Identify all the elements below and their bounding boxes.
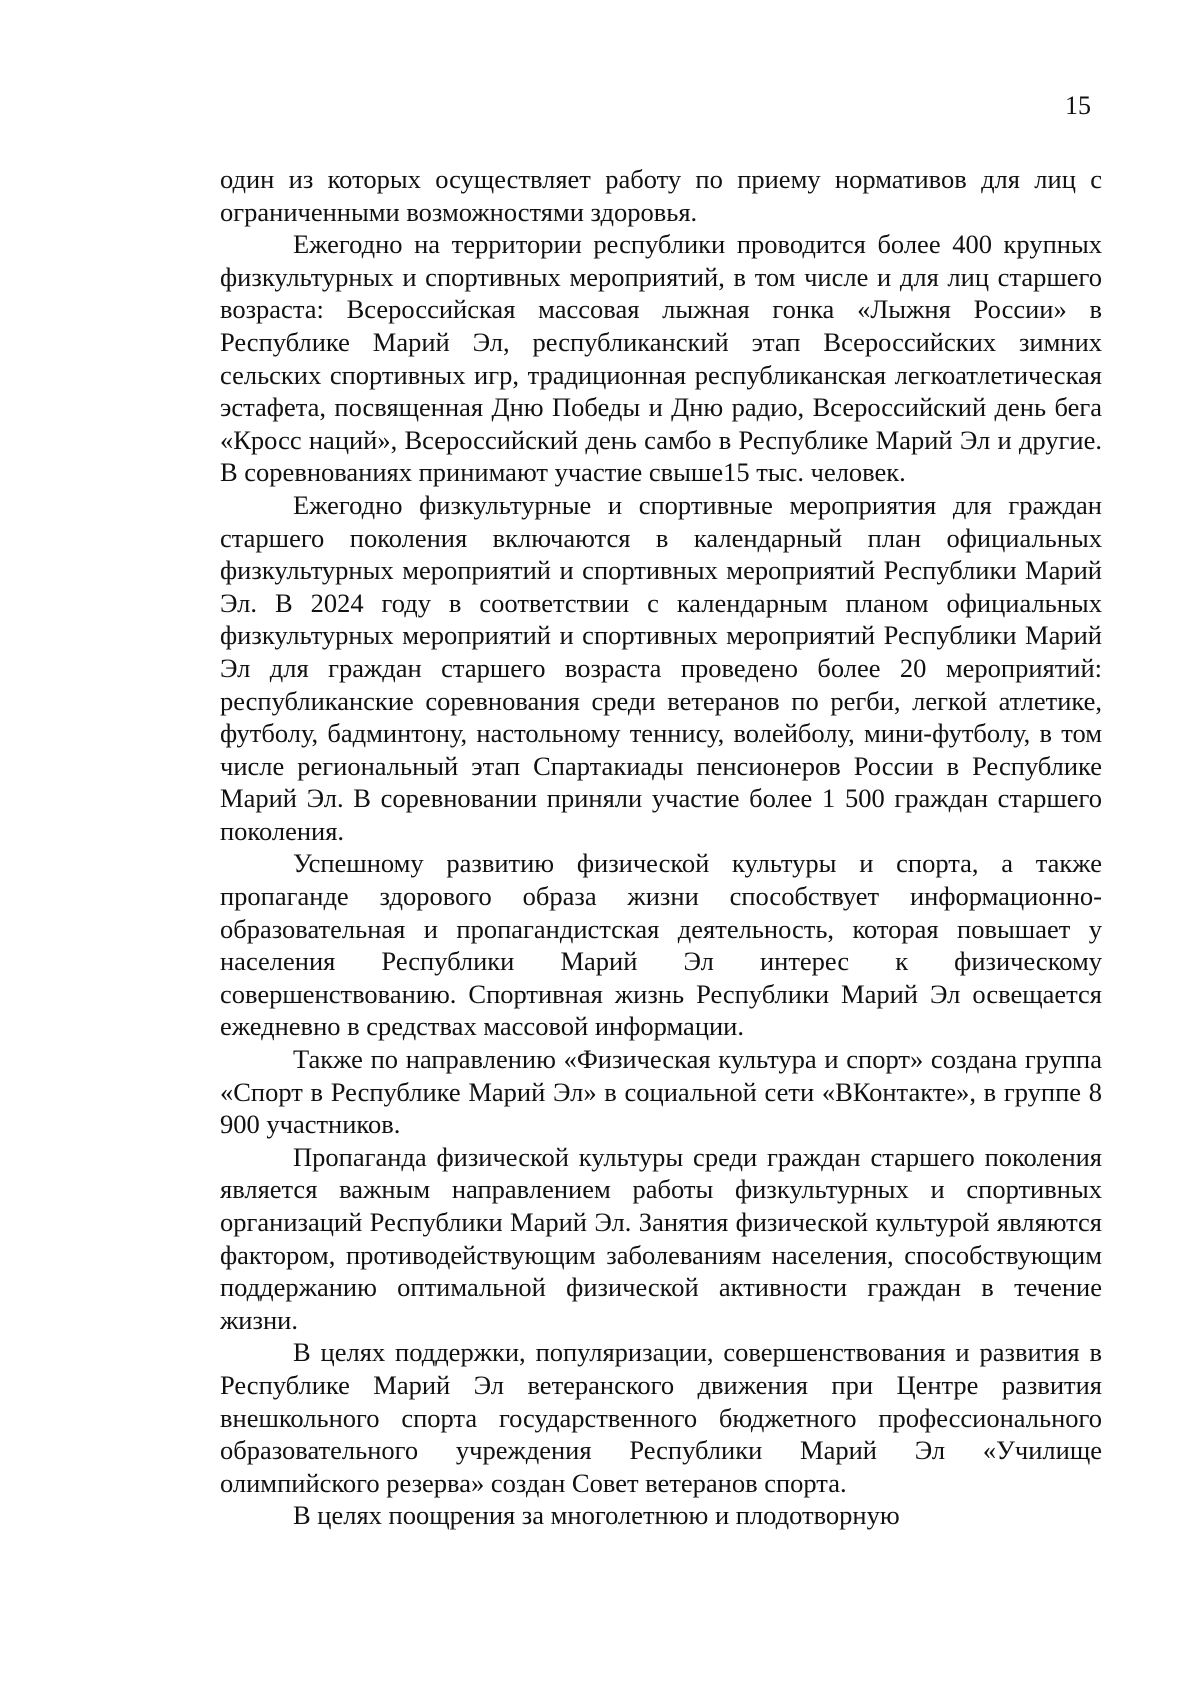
paragraph: Ежегодно на территории республики проводится более 400 крупных физкультурных и спортивных мероприятий, в том числе и для лиц старшего возраста: Всероссийская массовая лыжная гонка «Лыжня России» в Республике Марий Эл, республиканский этап Всероссийских зимних сельских спортивных игр, традиционная республиканская легкоатлетическая эстафета, посвященная Дню Победы и Дню радио, Всероссийский день бега «Кросс наций», Всероссийский день самбо в Республике Марий Эл и другие. В соревнованиях принимают участие свыше15 тыс. человек. — [220, 229, 1102, 488]
paragraph: Пропаганда физической культуры среди граждан старшего поколения является важным направлением работы физкультурных и спортивных организаций Республики Марий Эл. Занятия физической культурой являются фактором, противодействующим заболеваниям населения, способствующим поддержанию оптимальной физической активности граждан в течение жизни. — [220, 1141, 1102, 1335]
document-body — [220, 163, 1102, 1532]
paragraph: Также по направлению «Физическая культура и спорт» создана группа «Спорт в Республике Марий Эл» в социальной сети «ВКонтакте», в группе 8 900 участников. — [220, 1044, 1102, 1140]
paragraph: один из которых осуществляет работу по приему нормативов для лиц с ограниченными возможностями здоровья. — [220, 164, 1102, 227]
paragraph: Ежегодно физкультурные и спортивные мероприятия для граждан старшего поколения включаются в календарный план официальных физкультурных мероприятий и спортивных мероприятий Республики Марий Эл. В 2024 году в соответствии с календарным планом официальных физкультурных мероприятий и спортивных мероприятий Республики Марий Эл для граждан старшего возраста проведено более 20 мероприятий: республиканские соревнования среди ветеранов по регби, легкой атлетике, футболу, бадминтону, настольному теннису, волейболу, мини-футболу, в том числе региональный этап Спартакиады пенсионеров России в Республике Марий Эл. В соревновании приняли участие более 1 500 граждан старшего поколения. — [220, 489, 1102, 846]
paragraph: В целях поощрения за многолетнюю и плодотворную — [293, 1500, 900, 1531]
paragraph: В целях поддержки, популяризации, совершенствования и развития в Республике Марий Эл ветеранского движения при Центре развития внешкольного спорта государственного бюджетного профессионального образовательного учреждения Республики Марий Эл «Училище олимпийского резерва» создан Совет ветеранов спорта. — [220, 1337, 1102, 1498]
paragraph: Успешному развитию физической культуры и спорта, а также пропаганде здорового образа жизни способствует информационно-образовательная и пропагандистская деятельность, которая повышает у населения Республики Марий Эл интерес к физическому совершенствованию. Спортивная жизнь Республики Марий Эл освещается ежедневно в средствах массовой информации. — [220, 848, 1102, 1042]
page-number: 15 — [1065, 91, 1091, 120]
